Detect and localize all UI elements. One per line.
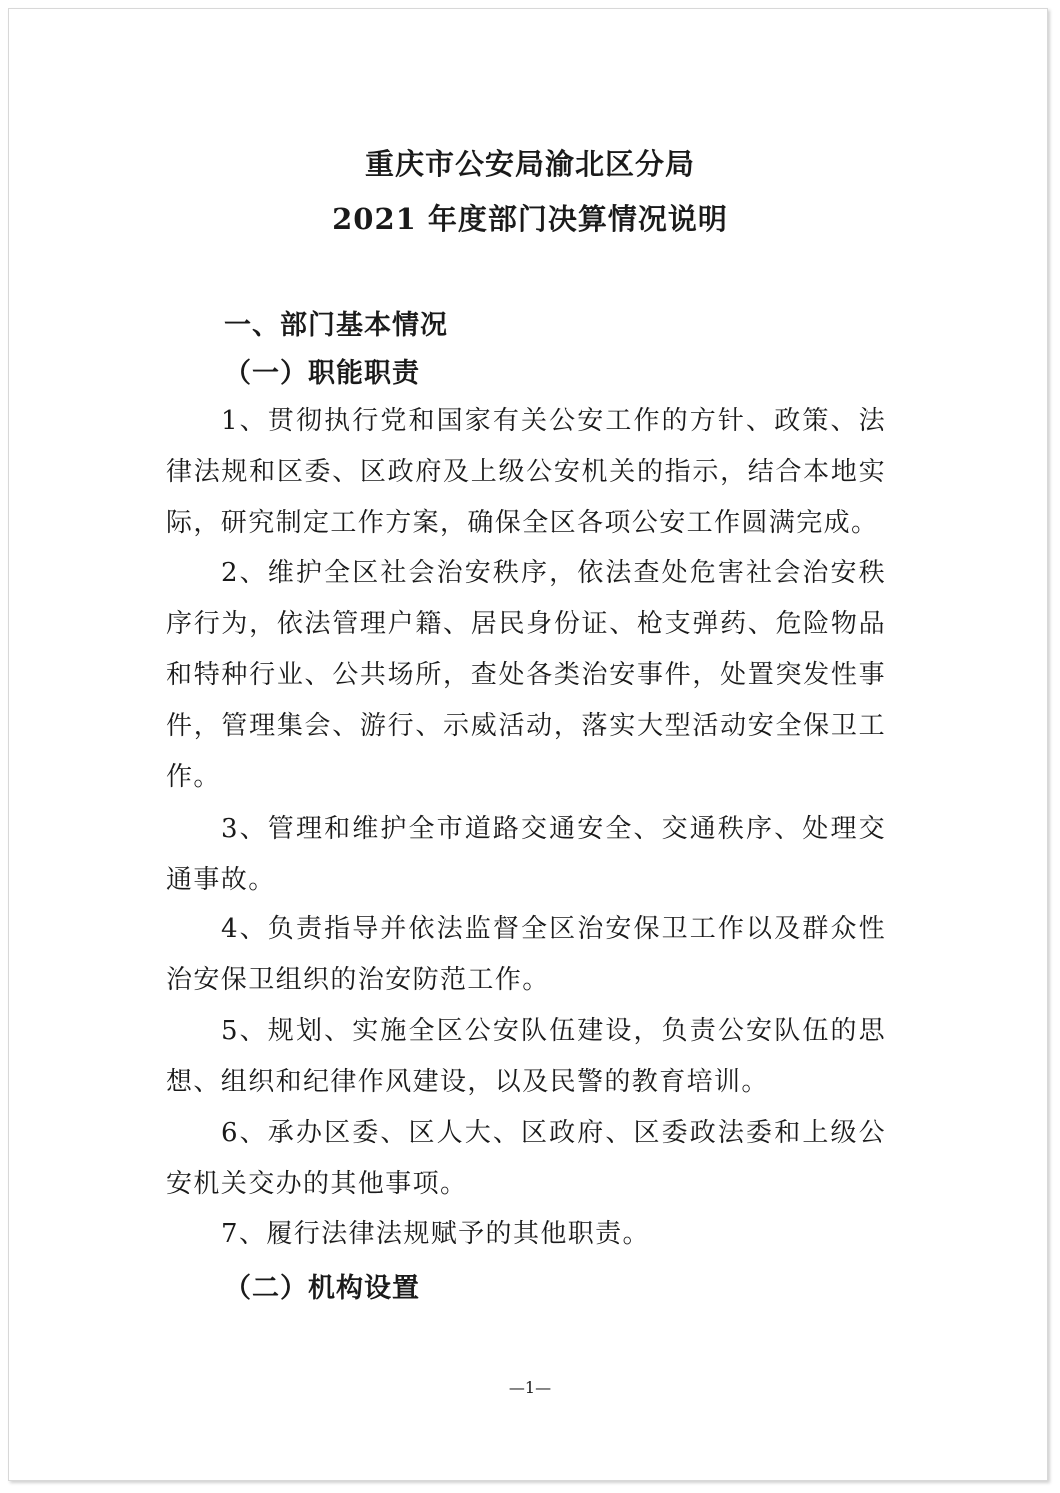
section-heading: 一、部门基本情况 — [224, 310, 448, 341]
subsection-heading-organization: （二）机构设置 — [224, 1273, 420, 1304]
paragraph-item-1: 1、贯彻执行党和国家有关公安工作的方针、政策、法律法规和区委、区政府及上级公安机关的指示，结合本地实际，研究制定工作方案，确保全区各项公安工作圆满完成。 — [166, 406, 886, 538]
paragraph-item-2: 2、维护全区社会治安秩序，依法查处危害社会治安秩序行为，依法管理户籍、居民身份证、枪支弹药、危险物品和特种行业、公共场所，查处各类治安事件，处置突发性事件，管理集会、游行、示威活动，落实大型活动安全保卫工作。 — [166, 558, 886, 792]
paragraph-item-3: 3、管理和维护全市道路交通安全、交通秩序、处理交通事故。 — [166, 814, 886, 895]
paragraph-item-6: 6、承办区委、区人大、区政府、区委政法委和上级公安机关交办的其他事项。 — [166, 1118, 886, 1199]
subsection-heading-functions: （一）职能职责 — [224, 358, 420, 389]
paragraph-item-7: 7、履行法律法规赋予的其他职责。 — [221, 1219, 650, 1249]
paragraph-item-5: 5、规划、实施全区公安队伍建设，负责公安队伍的思想、组织和纪律作风建设，以及民警的教育培训。 — [166, 1016, 886, 1097]
paragraph-item-4: 4、负责指导并依法监督全区治安保卫工作以及群众性治安保卫组织的治安防范工作。 — [166, 914, 886, 995]
document-title-line1: 重庆市公安局渝北区分局 — [364, 147, 695, 181]
page-number: —1— — [508, 1378, 552, 1397]
document-title-line2: 2021 年度部门决算情况说明 — [332, 202, 728, 236]
